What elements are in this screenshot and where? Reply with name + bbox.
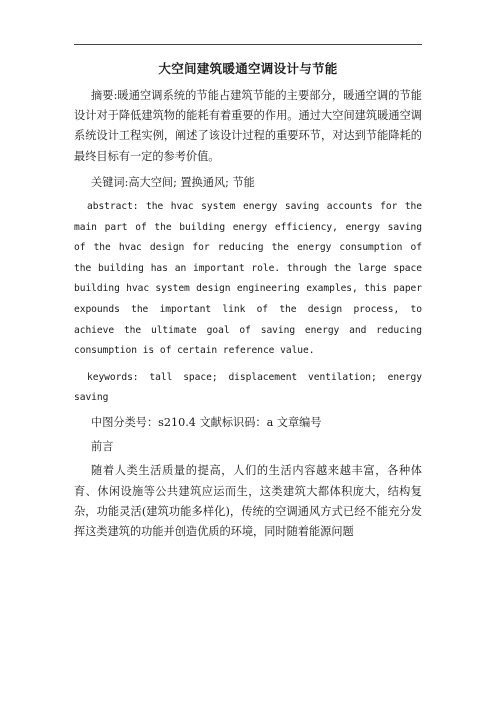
document-body bbox=[74, 60, 422, 548]
header-rule bbox=[74, 44, 422, 45]
preface-body: 随着人类生活质量的提高，人们的生活内容越来越丰富，各种体育、休闲设施等公共建筑应运而生，这类建筑大都体积庞大，结构复杂，功能灵活(建筑功能多样化)，传统的空调通风方式已经不能充分发挥这类建筑的功能并创造优质的环境，同时随着能源问题 bbox=[74, 464, 422, 538]
abstract-english: abstract: the hvac system energy saving accounts for the main part of the building energy efficiency, energy saving of the hvac design for reducing the energy consumption of the building has an important role. through the large space building hvac system design engineering examples, this paper expounds the important link of the design process, to achieve the ultimate goal of saving energy and reducing consumption is of certain reference value. bbox=[74, 201, 422, 357]
keywords-chinese: 关键词:高大空间; 置换通风; 节能 bbox=[91, 175, 255, 189]
abstract-chinese: 摘要:暖通空调系统的节能占建筑节能的主要部分，暖通空调的节能设计对于降低建筑物的能耗有着重要的作用。通过大空间建筑暖通空调系统设计工程实例，阐述了该设计过程的重要环节，对达到节能降耗的最终目标有一定的参考价值。 bbox=[74, 89, 422, 163]
keywords-english: keywords: tall space; displacement ventilation; energy saving bbox=[74, 371, 422, 404]
preface-heading: 前言 bbox=[91, 440, 114, 454]
document-title: 大空间建筑暖通空调设计与节能 bbox=[158, 61, 338, 76]
classification-line: 中图分类号：s210.4 文献标识码：a 文章编号 bbox=[91, 415, 322, 429]
